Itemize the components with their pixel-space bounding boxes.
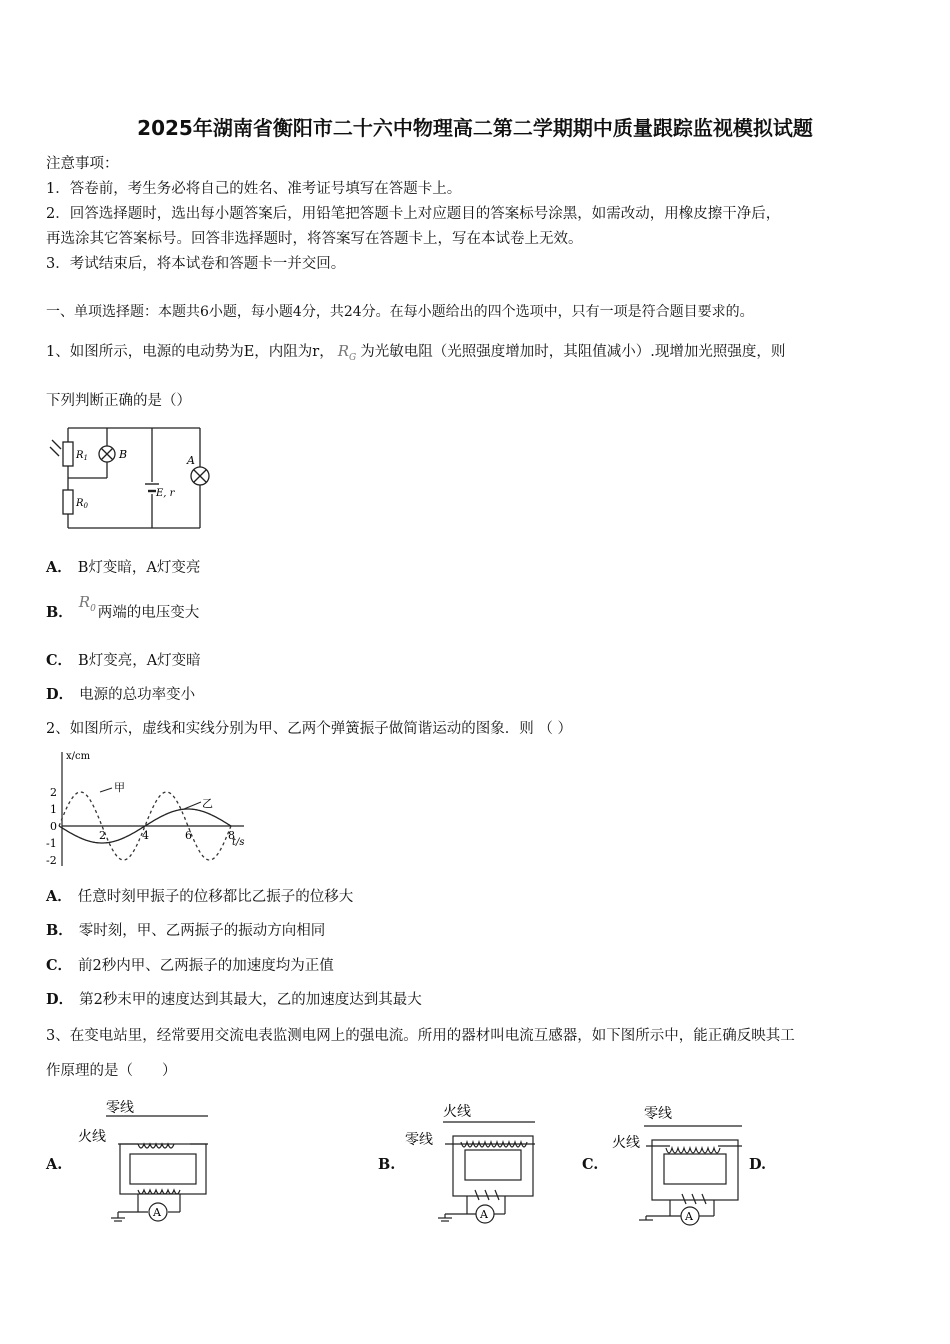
notice-item: 1．答卷前，考生务必将自己的姓名、准考证号填写在答题卡上。 bbox=[46, 181, 462, 197]
q2-stem: 2、如图所示，虚线和实线分别为甲、乙两个弹簧振子做简谐运动的图象．则 （ ） bbox=[46, 721, 572, 737]
q1-option-c[interactable]: C． B灯变亮，A灯变暗 bbox=[46, 652, 201, 669]
section-heading: 一、单项选择题：本题共6小题，每小题4分，共24分。在每小题给出的四个选项中，只有一项是符合题目要求的。 bbox=[46, 304, 754, 320]
live-label: 火线 bbox=[612, 1135, 640, 1151]
q1-circuit-figure bbox=[48, 424, 218, 534]
rg-symbol: $R_G$ bbox=[337, 342, 357, 363]
neutral-label: 零线 bbox=[106, 1100, 134, 1116]
q3-figure-a bbox=[78, 1094, 218, 1224]
live-label: 火线 bbox=[78, 1129, 106, 1145]
live-label: 火线 bbox=[443, 1104, 471, 1120]
neutral-label: 零线 bbox=[405, 1132, 433, 1148]
q1-option-d[interactable]: D． 电源的总功率变小 bbox=[46, 686, 196, 703]
x-tick-label: 4 bbox=[142, 829, 149, 842]
y-tick-label: -1 bbox=[46, 837, 57, 850]
q3-stem: 3、在变电站里，经常要用交流电表监测电网上的强电流。所用的器材叫电流互感器，如下图所示中，能正确反映其工 bbox=[46, 1028, 795, 1044]
neutral-label: 零线 bbox=[644, 1106, 672, 1122]
q1-option-b[interactable]: B．$R_0$ 两端的电压变大 bbox=[46, 593, 200, 621]
notice-item: 2．回答选择题时，选出每小题答案后，用铅笔把答题卡上对应题目的答案标号涂黑，如需改动，用橡皮擦干净后， bbox=[46, 206, 781, 222]
q3-option-d[interactable]: D. bbox=[749, 1156, 767, 1173]
ammeter-label: A bbox=[480, 1208, 488, 1221]
r1-label: $R_1$ bbox=[76, 450, 88, 462]
y-axis-label: x/cm bbox=[66, 751, 91, 762]
notice-item: 再选涂其它答案标号。回答非选择题时，将答案写在答题卡上，写在本试卷上无效。 bbox=[46, 231, 583, 247]
battery-label: E, r bbox=[156, 488, 175, 499]
r0-symbol: $R_0$ bbox=[78, 593, 96, 614]
legend-jia: 甲 bbox=[114, 781, 125, 794]
y-tick-label: 1 bbox=[50, 803, 57, 816]
q3-figure-b bbox=[405, 1094, 545, 1224]
q2-oscillation-chart bbox=[44, 744, 254, 869]
q3-stem-cont: 作原理的是（ ） bbox=[46, 1063, 177, 1079]
legend-yi: 乙 bbox=[202, 797, 213, 810]
q2-option-d[interactable]: D． 第2秒末甲的速度达到其最大，乙的加速度达到其最大 bbox=[46, 991, 422, 1008]
q1-stem-cont: 下列判断正确的是（） bbox=[46, 393, 191, 409]
lamp-b-label: B bbox=[119, 448, 128, 461]
ammeter-label: A bbox=[153, 1206, 161, 1219]
q3-option-b[interactable]: B. bbox=[378, 1156, 396, 1173]
x-axis-label: t/s bbox=[232, 837, 245, 848]
q2-option-c[interactable]: C． 前2秒内甲、乙两振子的加速度均为正值 bbox=[46, 957, 334, 974]
q2-option-b[interactable]: B． 零时刻，甲、乙两振子的振动方向相同 bbox=[46, 922, 326, 939]
ammeter-label: A bbox=[685, 1210, 693, 1223]
notice-heading: 注意事项： bbox=[46, 156, 119, 172]
x-tick-label: 2 bbox=[99, 829, 106, 842]
q1-stem: 1、如图所示，电源的电动势为E，内阻为r， $R_G$ 为光敏电阻（光照强度增加时，其阻值减小）.现增加光照强度，则 bbox=[46, 342, 786, 363]
notice-item: 3．考试结束后，将本试卷和答题卡一并交回。 bbox=[46, 256, 346, 272]
q3-figure-c bbox=[610, 1096, 750, 1226]
lamp-a-label: A bbox=[187, 454, 195, 467]
page-title: 2025年湖南省衡阳市二十六中物理高二第二学期期中质量跟踪监视模拟试题 bbox=[137, 116, 813, 140]
y-tick-label: -2 bbox=[46, 854, 57, 867]
q3-option-c[interactable]: C. bbox=[582, 1156, 599, 1173]
r0-label: $R_0$ bbox=[76, 498, 88, 510]
x-tick-label: 8 bbox=[228, 829, 235, 842]
q1-option-a[interactable]: A． B灯变暗，A灯变亮 bbox=[46, 559, 201, 576]
x-tick-label: 6 bbox=[185, 829, 192, 842]
y-tick-label: 2 bbox=[50, 786, 57, 799]
y-tick-label: 0 bbox=[50, 820, 57, 833]
q2-option-a[interactable]: A． 任意时刻甲振子的位移都比乙振子的位移大 bbox=[46, 888, 354, 905]
q3-option-a[interactable]: A. bbox=[46, 1156, 63, 1173]
